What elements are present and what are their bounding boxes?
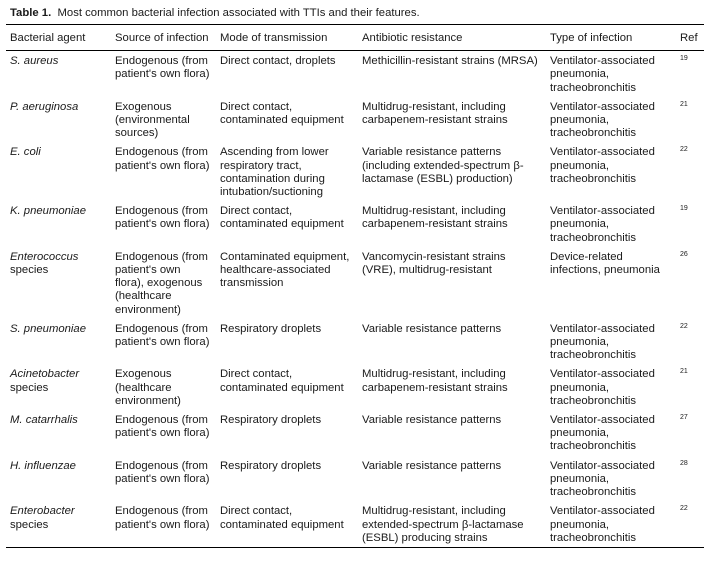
table-row <box>6 501 704 547</box>
cell-antibiotic-resistance: Variable resistance patterns <box>362 322 502 335</box>
cell-type-of-infection: Ventilator-associated pneumonia, tracheobronchitis <box>550 100 655 140</box>
cell-antibiotic-resistance: Methicillin-resistant strains (MRSA) <box>362 55 538 68</box>
bacterial-agent-name: K. pneumoniae <box>10 205 86 218</box>
table-row <box>6 410 704 456</box>
cell-bacterial-agent <box>6 501 111 547</box>
cell-bacterial-agent <box>6 364 111 410</box>
cell-antibiotic-resistance: Variable resistance patterns <box>362 414 502 427</box>
table-row <box>6 364 704 410</box>
cell-source-of-infection: Endogenous (from patient's own flora) <box>115 55 210 81</box>
cell-type-of-infection: Ventilator-associated pneumonia, tracheobronchitis <box>550 146 655 185</box>
cell-ref: 22 <box>680 146 688 154</box>
table-header-row <box>6 25 704 51</box>
cell-bacterial-agent <box>6 97 111 143</box>
table-body <box>6 51 704 548</box>
bacterial-agent-name: S. pneumoniae <box>10 322 86 335</box>
cell-type-of-infection: Ventilator-associated pneumonia, tracheobronchitis <box>550 414 655 453</box>
cell-type-of-infection: Device-related infections, pneumonia <box>550 250 660 277</box>
cell-ref: 19 <box>680 55 688 63</box>
cell-mode-of-transmission: Direct contact, contaminated equipment <box>220 100 344 127</box>
cell-antibiotic-resistance: Multidrug-resistant, including carbapenem-resistant strains <box>362 368 508 394</box>
cell-antibiotic-resistance: Multidrug-resistant, including carbapenem-resistant strains <box>362 100 508 127</box>
table-row <box>6 97 704 143</box>
table-caption-label: Table 1. <box>10 7 52 19</box>
cell-source-of-infection: Endogenous (from patient's own flora) <box>115 505 210 531</box>
bacterial-agent-name: Enterobacter <box>10 505 75 518</box>
cell-type-of-infection: Ventilator-associated pneumonia, tracheobronchitis <box>550 505 655 544</box>
cell-ref: 28 <box>680 459 688 467</box>
header-type-of-infection: Type of infection <box>550 32 633 44</box>
cell-bacterial-agent <box>6 247 111 319</box>
cell-bacterial-agent <box>6 410 111 456</box>
cell-type-of-infection: Ventilator-associated pneumonia, tracheobronchitis <box>550 205 655 244</box>
header-mode-of-transmission: Mode of transmission <box>220 32 328 44</box>
bacterial-agent-name: S. aureus <box>10 55 59 68</box>
cell-ref: 21 <box>680 368 688 376</box>
cell-mode-of-transmission: Ascending from lower respiratory tract, contamination during intubation/suctioning <box>220 146 329 199</box>
cell-source-of-infection: Endogenous (from patient's own flora) <box>115 459 210 485</box>
bacterial-agent-name: Acinetobacter <box>10 368 80 381</box>
bacterial-agent-name: E. coli <box>10 146 41 159</box>
bacterial-agent-name: Enterococcus <box>10 250 79 263</box>
cell-type-of-infection: Ventilator-associated pneumonia, tracheobronchitis <box>550 322 655 362</box>
bacterial-agent-name: M. catarrhalis <box>10 414 78 427</box>
bacterial-agent-name: H. influenzae <box>10 459 76 472</box>
cell-antibiotic-resistance: Variable resistance patterns (including extended-spectrum β-lactamase (ESBL) production) <box>362 146 524 185</box>
cell-mode-of-transmission: Direct contact, droplets <box>220 55 336 68</box>
cell-antibiotic-resistance: Multidrug-resistant, including carbapenem-resistant strains <box>362 205 508 231</box>
cell-antibiotic-resistance: Vancomycin-resistant strains (VRE), multidrug-resistant <box>362 250 506 277</box>
cell-source-of-infection: Endogenous (from patient's own flora) <box>115 205 210 231</box>
cell-source-of-infection: Endogenous (from patient's own flora) <box>115 146 210 172</box>
cell-source-of-infection: Endogenous (from patient's own flora), exogenous (healthcare environment) <box>115 250 208 316</box>
table-caption-text: Most common bacterial infection associated with TTIs and their features. <box>57 7 420 19</box>
header-antibiotic-resistance: Antibiotic resistance <box>362 32 463 44</box>
cell-type-of-infection: Ventilator-associated pneumonia, tracheobronchitis <box>550 55 655 94</box>
cell-antibiotic-resistance: Variable resistance patterns <box>362 459 502 472</box>
cell-source-of-infection: Exogenous (environmental sources) <box>115 100 190 140</box>
cell-mode-of-transmission: Respiratory droplets <box>220 322 322 335</box>
cell-bacterial-agent <box>6 201 111 247</box>
cell-mode-of-transmission: Direct contact, contaminated equipment <box>220 368 344 394</box>
cell-ref: 26 <box>680 250 688 258</box>
cell-bacterial-agent <box>6 51 111 97</box>
bacterial-agent-suffix: species <box>10 518 49 531</box>
cell-antibiotic-resistance: Multidrug-resistant, including extended-spectrum β-lactamase (ESBL) producing strains <box>362 505 524 544</box>
table-row <box>6 142 704 201</box>
cell-source-of-infection: Exogenous (healthcare environment) <box>115 368 181 407</box>
cell-ref: 27 <box>680 414 688 422</box>
cell-ref: 22 <box>680 322 688 330</box>
header-source-of-infection: Source of infection <box>115 32 209 44</box>
table-caption <box>10 6 706 24</box>
table-row <box>6 319 704 365</box>
table-row <box>6 456 704 502</box>
cell-type-of-infection: Ventilator-associated pneumonia, tracheobronchitis <box>550 459 655 499</box>
cell-type-of-infection: Ventilator-associated pneumonia, tracheobronchitis <box>550 368 655 407</box>
bacterial-agent-suffix: species <box>10 264 49 277</box>
bacterial-agent-name: P. aeruginosa <box>10 100 79 113</box>
bacterial-agent-suffix: species <box>10 381 49 394</box>
cell-bacterial-agent <box>6 142 111 201</box>
header-ref: Ref <box>680 32 698 44</box>
cell-bacterial-agent <box>6 319 111 365</box>
cell-ref: 21 <box>680 100 688 108</box>
bacterial-infection-table <box>6 24 704 548</box>
cell-mode-of-transmission: Contaminated equipment, healthcare-associated transmission <box>220 250 350 290</box>
table-row <box>6 51 704 97</box>
cell-ref: 22 <box>680 505 688 513</box>
cell-mode-of-transmission: Direct contact, contaminated equipment <box>220 205 344 231</box>
cell-ref: 19 <box>680 205 688 213</box>
table-row <box>6 247 704 319</box>
cell-source-of-infection: Endogenous (from patient's own flora) <box>115 322 210 349</box>
cell-bacterial-agent <box>6 456 111 502</box>
cell-source-of-infection: Endogenous (from patient's own flora) <box>115 414 210 440</box>
header-bacterial-agent: Bacterial agent <box>10 32 86 44</box>
cell-mode-of-transmission: Respiratory droplets <box>220 414 322 427</box>
cell-mode-of-transmission: Respiratory droplets <box>220 459 322 472</box>
table-header <box>6 25 704 51</box>
cell-mode-of-transmission: Direct contact, contaminated equipment <box>220 505 344 531</box>
table-row <box>6 201 704 247</box>
